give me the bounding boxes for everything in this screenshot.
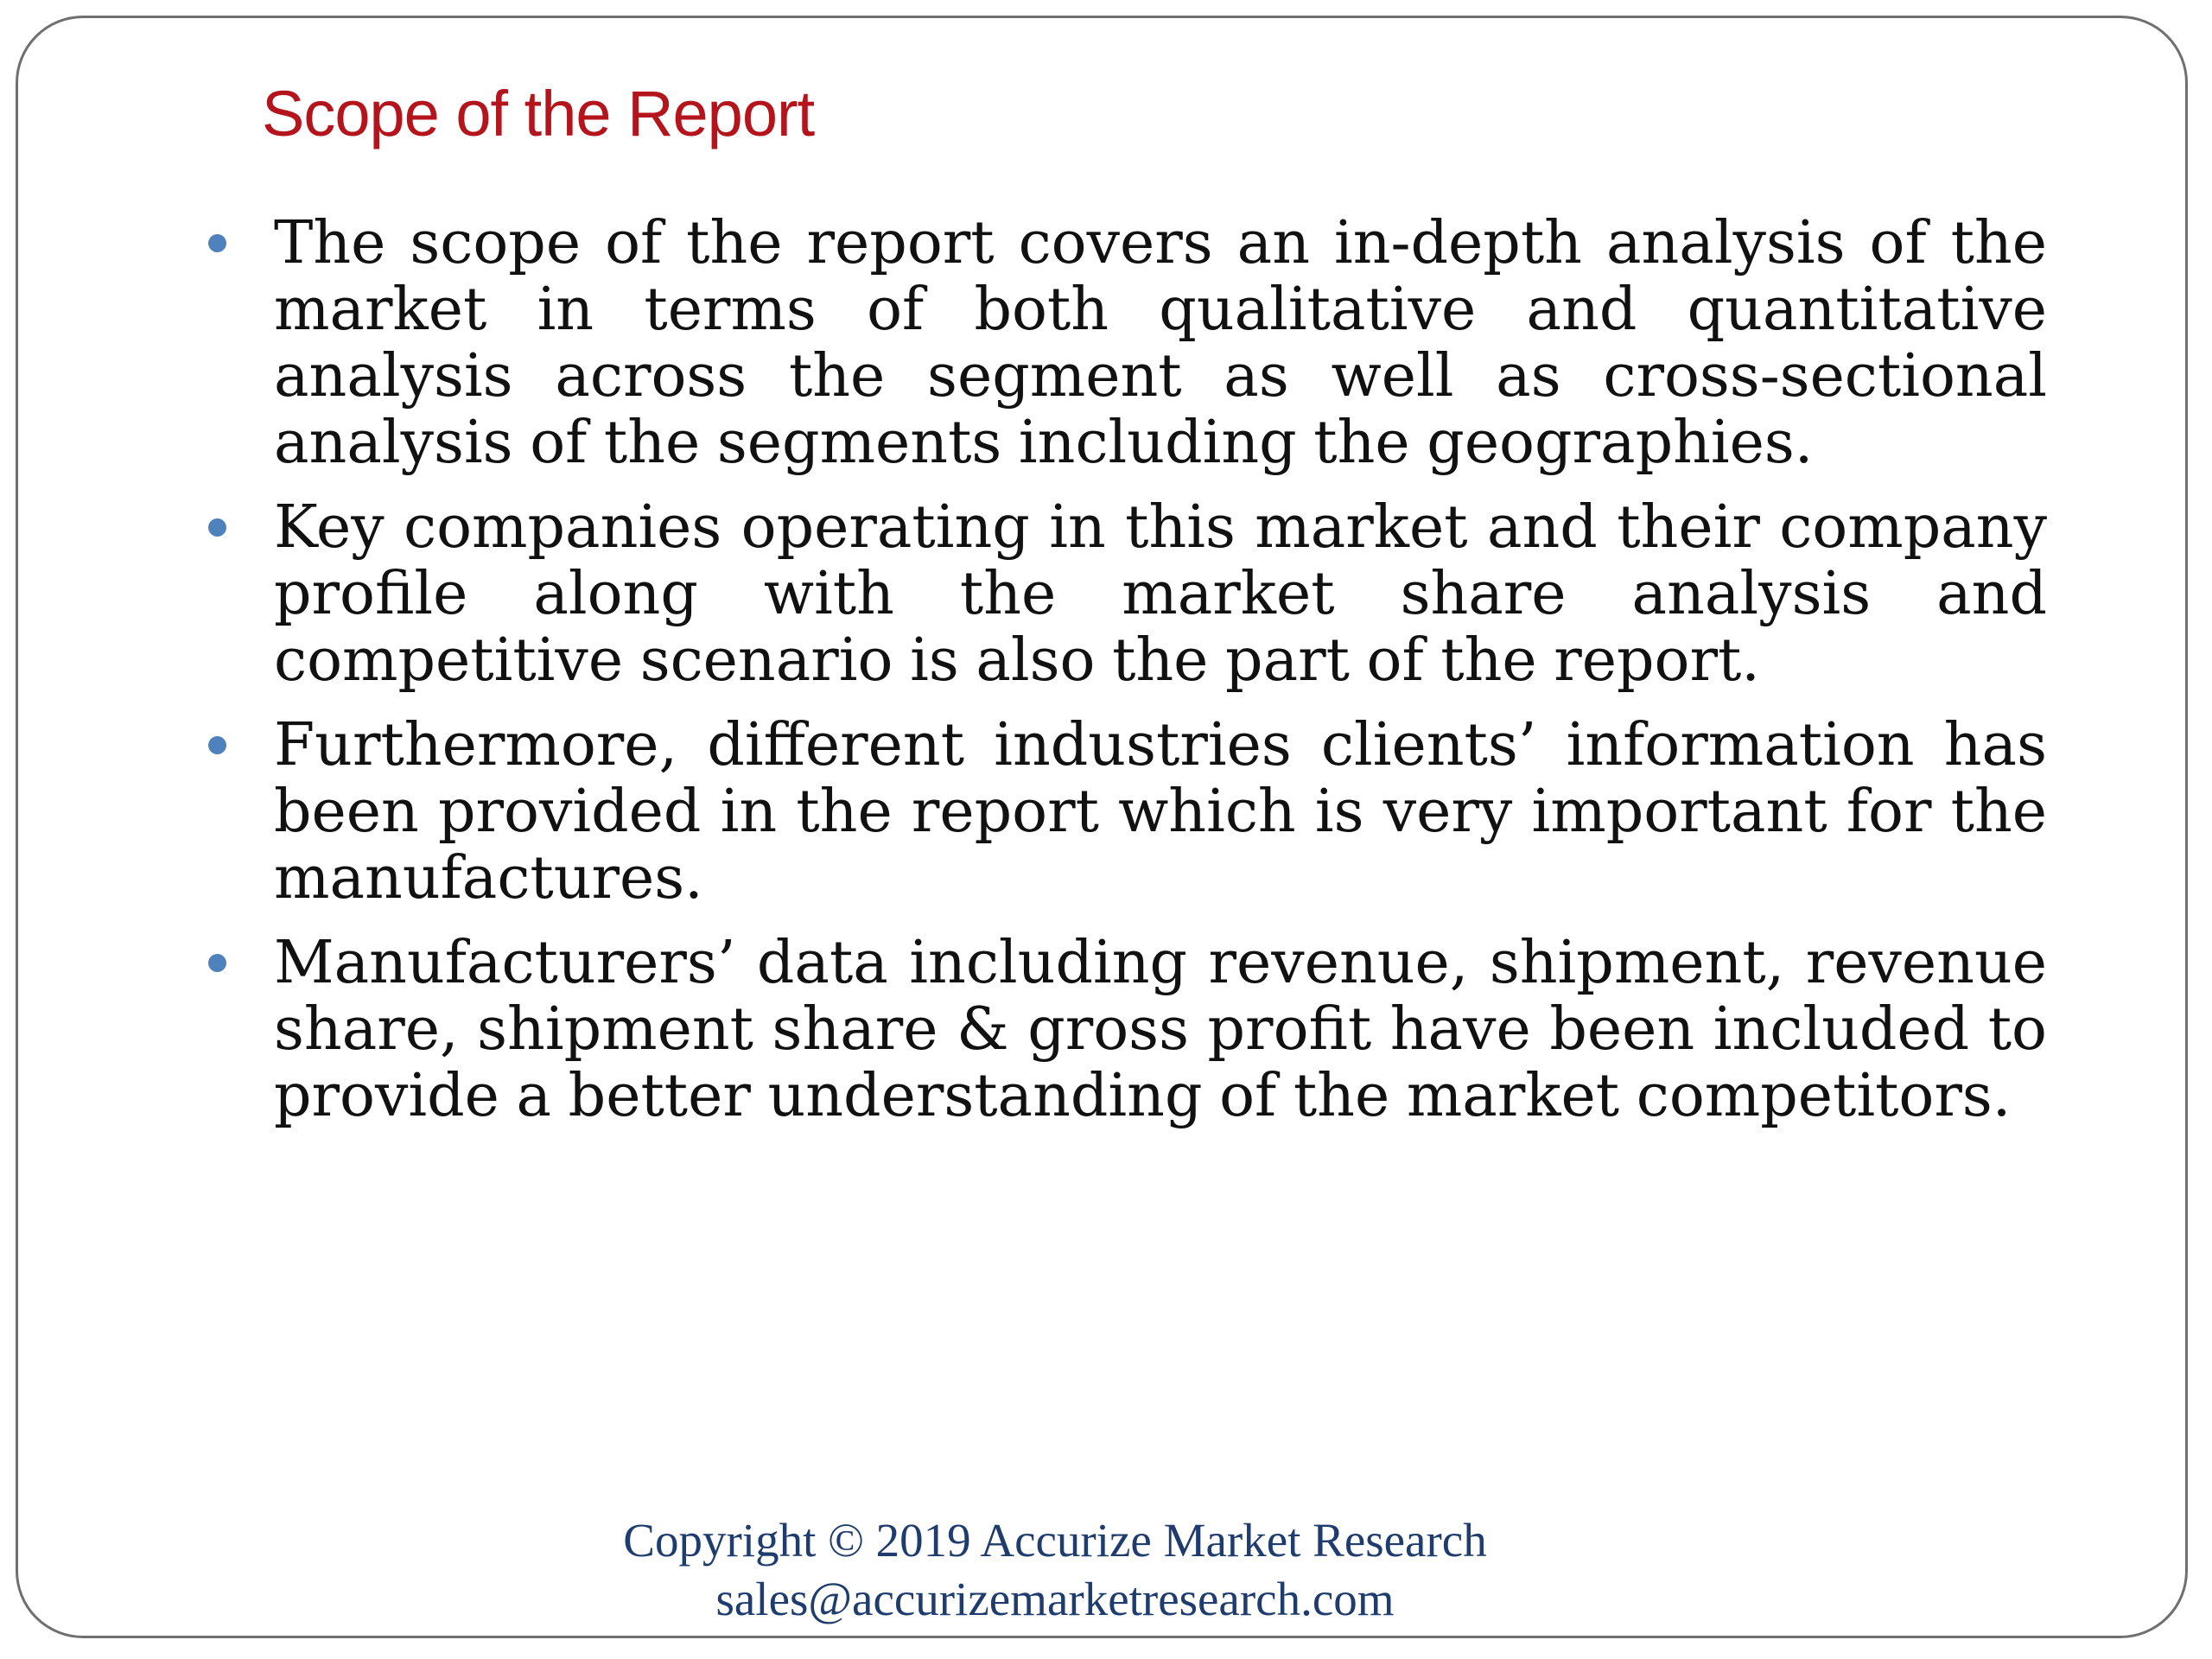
bullet-item <box>274 712 2047 912</box>
bullet-dot-icon <box>208 736 226 754</box>
bullet-text: The scope of the report covers an in-depth analysis of the market in terms of both qualitative and quantitative analysis across the segment as well as cross-sectional analysis of the segments including the geographies. <box>274 209 2047 477</box>
bullet-list <box>274 210 2047 1147</box>
bullet-item <box>274 930 2047 1129</box>
contact-email: sales@accurizemarketresearch.com <box>715 1573 1395 1625</box>
bullet-item <box>274 494 2047 694</box>
bullet-text: Manufacturers’ data including revenue, shipment, revenue share, shipment share & gross profit have been included to provide a better understanding of the market competitors. <box>274 929 2047 1130</box>
bullet-item <box>274 210 2047 476</box>
slide-title: Scope of the Report <box>262 78 815 149</box>
bullet-dot-icon <box>208 234 226 252</box>
bullet-text: Key companies operating in this market and their company profile along with the market share analysis and competitive scenario is also the part of the report. <box>274 493 2047 695</box>
bullet-dot-icon <box>208 518 226 537</box>
copyright-text: Copyright © 2019 Accurize Market Research <box>623 1514 1487 1567</box>
slide <box>16 16 2188 1638</box>
bullet-dot-icon <box>208 954 226 972</box>
footer <box>18 1511 2092 1629</box>
bullet-text: Furthermore, different industries clients’ information has been provided in the report which is very important for the manufactures. <box>274 711 2047 912</box>
